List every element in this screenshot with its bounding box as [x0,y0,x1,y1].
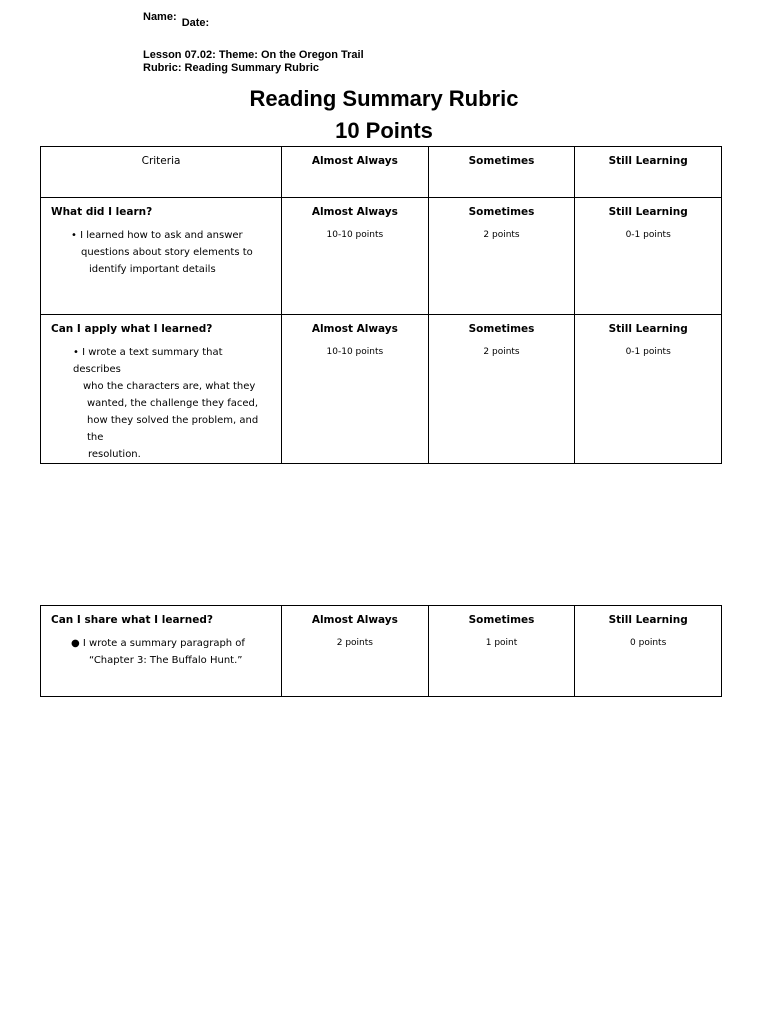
criteria-header-cell [41,147,282,198]
sometimes-label: Sometimes [468,614,535,626]
criteria-header: Criteria [141,155,181,167]
almost-always-cell [282,315,429,464]
bullet-line: resolution. [88,449,141,460]
bullet-line: • I wrote a text summary that describes [73,347,223,375]
lesson-line: Lesson 07.02: Theme: On the Oregon Trail [143,49,364,61]
criteria-cell [41,198,282,315]
criteria-title: Can I apply what I learned? [51,323,213,335]
name-date-line [143,11,210,29]
bullet-line: • I learned how to ask and answer [71,230,243,241]
rubric-table-2 [40,605,722,697]
almost-always-label: Almost Always [311,323,398,335]
sometimes-cell [428,315,575,464]
table-row [41,198,722,315]
still-learning-points: 0-1 points [625,347,671,357]
page-points: 10 Points [335,118,433,143]
almost-always-points: 10-10 points [326,347,384,357]
criteria-bullet [41,626,281,669]
sometimes-cell [428,198,575,315]
still-learning-cell [575,198,722,315]
almost-always-points: 2 points [336,638,373,648]
bullet-line: questions about story elements to [81,247,253,258]
criteria-bullet [41,335,281,463]
criteria-bullet [41,218,281,278]
sometimes-points: 1 point [485,638,518,648]
table-row [41,606,722,697]
rubric-line: Rubric: Reading Summary Rubric [143,62,320,74]
bullet-line: wanted, the challenge they faced, [87,398,259,409]
sometimes-label: Sometimes [468,206,535,218]
bullet-line: identify important details [89,264,216,275]
sometimes-header: Sometimes [468,155,535,167]
almost-always-header-cell [282,147,429,198]
almost-always-cell [282,198,429,315]
almost-always-label: Almost Always [311,614,398,626]
table-header-row [41,147,722,198]
still-learning-header-cell [575,147,722,198]
almost-always-header: Almost Always [311,155,398,167]
sometimes-label: Sometimes [468,323,535,335]
bullet-line: ● I wrote a summary paragraph of [71,638,245,649]
table-row [41,315,722,464]
criteria-title: Can I share what I learned? [51,614,213,626]
bullet-line: how they solved the problem, and [87,415,259,426]
still-learning-label: Still Learning [608,206,688,218]
sometimes-header-cell [428,147,575,198]
sometimes-cell [428,606,575,697]
sometimes-points: 2 points [483,230,520,240]
lesson-info [143,49,364,75]
bullet-line: the [87,432,104,443]
still-learning-points: 0 points [630,638,667,648]
still-learning-cell [575,606,722,697]
criteria-cell [41,606,282,697]
bullet-line: who the characters are, what they [83,381,256,392]
almost-always-label: Almost Always [311,206,398,218]
still-learning-points: 0-1 points [625,230,671,240]
name-label: Name: [143,11,177,23]
almost-always-points: 10-10 points [326,230,384,240]
criteria-cell [41,315,282,464]
date-label: Date: [181,17,210,29]
criteria-title: What did I learn? [51,206,153,218]
almost-always-cell [282,606,429,697]
page-title: Reading Summary Rubric [249,86,519,111]
still-learning-label: Still Learning [608,323,688,335]
still-learning-label: Still Learning [608,614,688,626]
sometimes-points: 2 points [483,347,520,357]
bullet-line: “Chapter 3: The Buffalo Hunt.” [89,655,243,666]
still-learning-cell [575,315,722,464]
rubric-table-1 [40,146,722,464]
still-learning-header: Still Learning [608,155,688,167]
